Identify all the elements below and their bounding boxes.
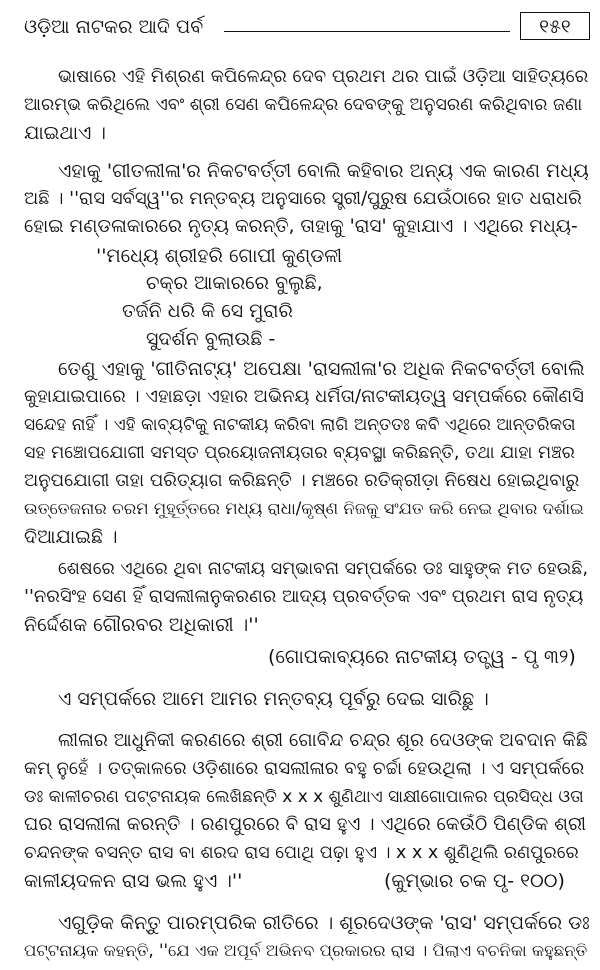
text-line: ଘର ରାସଲୀଳା କରନ୍ତି । ରଣପୁରରେ ବି ରାସ ହୁଏ । ଏଥିରେ କେଉଁଠି ପିଣ୍ଡିକ ଶ୍ରୀ	[24, 814, 587, 835]
text-line: ତେଣୁ ଏହାକୁ 'ଗୀତିନାଟ୍ୟ' ଅପେକ୍ଷା 'ରାସଲୀଳା'ର ଅଧିକ ନିକଟବର୍ତ୍ତୀ ବୋଲି	[58, 358, 585, 380]
text-line: ଶେଷରେ ଏଥିରେ ଥିବା ନାଟକୀୟ ସମ୍ଭାବନା ସମ୍ପର୍କରେ ଡଃ ସାହୁଙ୍କ ମତ ହେଉଛି,	[58, 559, 589, 579]
text-line: ଉତ୍ତେଜନାର ଚରମ ମୁହୂର୍ତ୍ତରେ ମଧ୍ୟ ରାଧା/କୃଷ୍ଣ ନିଜକୁ ସଂଯତ କରି ନେଇ ଥିବାର ଦର୍ଶାଇ	[24, 499, 584, 518]
chapter-title: ଓଡ଼ିଆ ନାଟକର ଆଦି ପର୍ବ	[24, 16, 209, 38]
text-line: ଦିଆଯାଇଛି ।	[24, 526, 118, 548]
text-line: ଏଗୁଡ଼ିକ କିନ୍ତୁ ପାରମ୍ପରିକ ରୀତିରେ । ଶୂରଦେଓଙ୍କ 'ରାସ' ସମ୍ପର୍କରେ ଡଃ	[58, 912, 590, 934]
text-line: ଡଃ କାଳୀଚରଣ ପଟ୍ଟନାୟକ ଲେଖିଛନ୍ତି x x x ଶୁଣିଥାଏ ସାକ୍ଷୀଗୋପାଳର ପ୍ରସିଦ୍ଧ ଓତା	[24, 787, 584, 807]
text-line: ସହ ମଞ୍ଚୋପଯୋଗୀ ସମସ୍ତ ପ୍ରୟୋଜନୀୟତାର ବ୍ୟବସ୍ଥା କରିଛନ୍ତି, ତଥା ଯାହା ମଞ୍ଚର	[24, 443, 575, 463]
text-line: କମ୍ ନୁହେଁ । ତତ୍‌କାଳରେ ଓଡ଼ିଶାରେ ରାସଲୀଳାର ବହୁ ଚର୍ଚ୍ଚା ହେଉଥିଲା । ଏ ସମ୍ପର୍କରେ	[24, 758, 585, 779]
text-line: ଅଛି । ''ରାସ ସର୍ବସ୍ୱ''ର ମନ୍ତବ୍ୟ ଅନୁସାରେ ସ୍ତ୍ରୀ/ପୁରୁଷ ଯେଉଁଠାରେ ହାତ ଧରାଧରି	[24, 188, 582, 209]
text-line: ପଟ୍ଟନାୟକ କହନ୍ତି, ''ଯେ ଏକ ଅପୂର୍ବ ଅଭିନବ ପ୍ରକାରର ରାସ । ପିଲାଏ ବଚନିକା କହୁଛନ୍ତି	[24, 941, 588, 960]
text-line: କୁହାଯାଇପାରେ । ଏହାଛଡ଼ା ଏହାର ଅଭିନୟ ଧର୍ମିତା/ନାଟକୀୟତ୍ୱ ସମ୍ପର୍କରେ କୌଣସି	[24, 386, 584, 407]
quote-line: ''ନରସିଂହ ସେଣ ହିଁ ରାସଲୀଳାନୁକରଣର ଆଦ୍ୟ ପ୍ରବର୍ତ୍ତକ ଏବଂ ପ୍ରଥମ ରାସ ନୃତ୍ୟ	[24, 586, 584, 607]
verse-line: ଚକ୍ର ଆକାରରେ ବୁଲୁଛି,	[146, 272, 323, 294]
page-number: ୧୫୧	[520, 12, 590, 40]
citation: (ଗୋପକାବ୍ୟରେ ନାଟକୀୟ ତତ୍ତ୍ୱ - ପୃ ୩୨)	[268, 646, 576, 668]
header-rule	[224, 31, 510, 32]
text-line: ଚନ୍ଦନଙ୍କ ବସନ୍ତ ରାସ ବା ଶରଦ ରାସ ପୋଥି ପଢ଼ା ହୁଏ । x x x ଶୁଣିଥିଲି ରଣପୁରରେ	[24, 843, 579, 863]
text-line: କାଳୀୟଦଳନ ରାସ ଭଲ ହୁଏ ।''	[24, 870, 243, 892]
text-line: ଯାଇଥାଏ ।	[24, 122, 106, 144]
text-line: ସନ୍ଦେହ ନାହିଁ । ଏହି କାବ୍ୟଟିକୁ ନାଟକୀୟ କରିବା ଲାଗି ଅନ୍ତତଃ କବି ଏଥିରେ ଆନ୍ତରିକତା	[24, 415, 576, 435]
text-line: ଭାଷାରେ ଏହି ମିଶ୍ରଣ କପିଳେନ୍ଦ୍ର ଦେବ ପ୍ରଥମ ଥର ପାଇଁ ଓଡ଼ିଆ ସାହିତ୍ୟରେ	[58, 66, 589, 87]
verse-line: ''ମଧ୍ୟେ ଶ୍ରୀହରି ଗୋପୀ କୁଣ୍ଡଳୀ	[96, 245, 343, 267]
citation: (କୁମ୍ଭାର ଚକ ପୃ- ୧୦୦)	[384, 870, 565, 892]
verse-line: ସୁଦର୍ଶନ ବୁଲାଉଛି -	[146, 328, 276, 350]
text-line: ଲୀଳାର ଆଧୁନିକୀ କରଣରେ ଶ୍ରୀ ଗୋବିନ୍ଦ ଚନ୍ଦ୍ର ଶୂର ଦେଓଙ୍କ ଅବଦାନ କିଛି	[58, 730, 588, 751]
text-line: ହୋଇ ମଣ୍ଡଳାକାରରେ ନୃତ୍ୟ କରନ୍ତି, ତାହାକୁ 'ରାସ' କୁହାଯାଏ । ଏଥିରେ ମଧ୍ୟ-	[24, 216, 578, 237]
verse-line: ତର୍ଜନି ଧରି କି ସେ ମୁରାରି	[122, 300, 293, 322]
text-line: ଏହାକୁ 'ଗୀତଲୀଳା'ର ନିକଟବର୍ତ୍ତୀ ବୋଲି କହିବାର ଅନ୍ୟ ଏକ କାରଣ ମଧ୍ୟ	[58, 160, 589, 182]
text-line: ଅନୁପଯୋଗୀ ତାହା ପରିତ୍ୟାଗ କରିଛନ୍ତି । ମଞ୍ଚରେ ରତିକ୍ରୀଡ଼ା ନିଷେଧ ହୋଇଥିବାରୁ	[24, 470, 580, 491]
quote-line: ନିର୍ଦ୍ଦେଶକ ଗୌରବର ଅଧିକାରୀ ।''	[24, 614, 259, 636]
text-line: ଏ ସମ୍ପର୍କରେ ଆମେ ଆମର ମନ୍ତବ୍ୟ ପୂର୍ବରୁ ଦେଇ ସାରିଛୁ ।	[58, 688, 489, 710]
running-header	[24, 12, 590, 46]
text-line: ଆରମ୍ଭ କରିଥିଲେ ଏବଂ ଶ୍ରୀ ସେଣ କପିଳେନ୍ଦ୍ର ଦେବଙ୍କୁ ଅନୁସରଣ କରିଥିବାର ଜଣା	[24, 95, 583, 115]
